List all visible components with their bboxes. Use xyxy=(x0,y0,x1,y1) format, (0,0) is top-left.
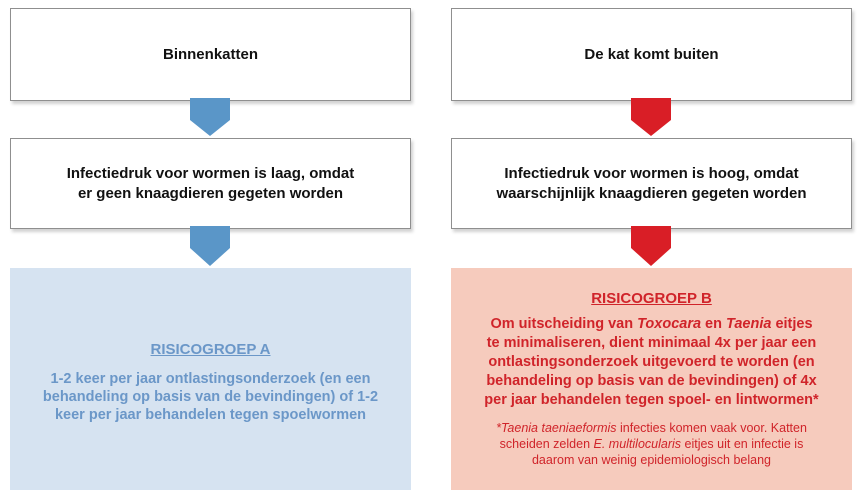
risk-group-a-body xyxy=(30,370,391,424)
taenia-term: Taenia xyxy=(726,316,772,332)
risk-group-a-panel xyxy=(10,268,411,490)
outdoor-cat-label: De kat komt buiten xyxy=(584,45,719,63)
toxocara-term: Toxocara xyxy=(637,316,702,332)
risk-group-a-line-2: behandeling op basis van de bevindingen) of 1-2 xyxy=(42,389,379,405)
arrow-down-icon xyxy=(190,98,230,140)
footnote-line-2: scheiden zelden E. multilocularis eitjes uit en infectie is xyxy=(499,437,804,451)
low-infection-box xyxy=(10,138,411,229)
arrow-down-icon xyxy=(631,98,671,140)
footnote-line-3: daarom van weinig epidemiologisch belang xyxy=(531,453,772,467)
risk-group-b-title: RISICOGROEP B xyxy=(591,290,712,307)
arrow-down-icon xyxy=(631,226,671,268)
risk-group-a-line-1: 1-2 keer per jaar ontlastingsonderzoek (en een xyxy=(50,371,371,387)
e-multilocularis-term: E. multilocularis xyxy=(593,437,682,451)
low-infection-line-1: Infectiedruk voor wormen is laag, omdat xyxy=(66,164,355,182)
risk-group-a-title: RISICOGROEP A xyxy=(150,341,271,358)
risk-group-b-line-5: per jaar behandelen tegen spoel- en lintwormen* xyxy=(484,392,819,408)
high-infection-line-1: Infectiedruk voor wormen is hoog, omdat xyxy=(504,164,799,182)
risk-group-b-panel xyxy=(451,268,852,490)
risk-group-a-line-3: keer per jaar behandelen tegen spoelwormen xyxy=(54,407,367,423)
taenia-taeniaeformis-term: Taenia taeniaeformis xyxy=(500,421,617,435)
indoor-cats-box xyxy=(10,8,411,101)
risk-group-b-footnote xyxy=(469,420,834,468)
risk-group-b-body xyxy=(469,315,834,410)
risk-group-b-line-3: ontlastingsonderzoek uitgevoerd te worden (en xyxy=(488,354,815,370)
risk-group-b-line-1: Om uitscheiding van Toxocara en Taenia eitjes xyxy=(490,316,813,332)
footnote-line-1: *Taenia taeniaeformis infecties komen vaak voor. Katten xyxy=(496,421,807,435)
high-infection-box xyxy=(451,138,852,229)
outdoor-cat-box xyxy=(451,8,852,101)
risk-group-b-line-4: behandeling op basis van de bevindingen) of 4x xyxy=(486,373,817,389)
high-infection-line-2: waarschijnlijk knaagdieren gegeten worden xyxy=(496,184,807,202)
risk-group-b-line-2: te minimaliseren, dient minimaal 4x per jaar een xyxy=(486,335,817,351)
low-infection-line-2: er geen knaagdieren gegeten worden xyxy=(77,184,344,202)
arrow-down-icon xyxy=(190,226,230,268)
indoor-cats-label: Binnenkatten xyxy=(162,45,258,63)
